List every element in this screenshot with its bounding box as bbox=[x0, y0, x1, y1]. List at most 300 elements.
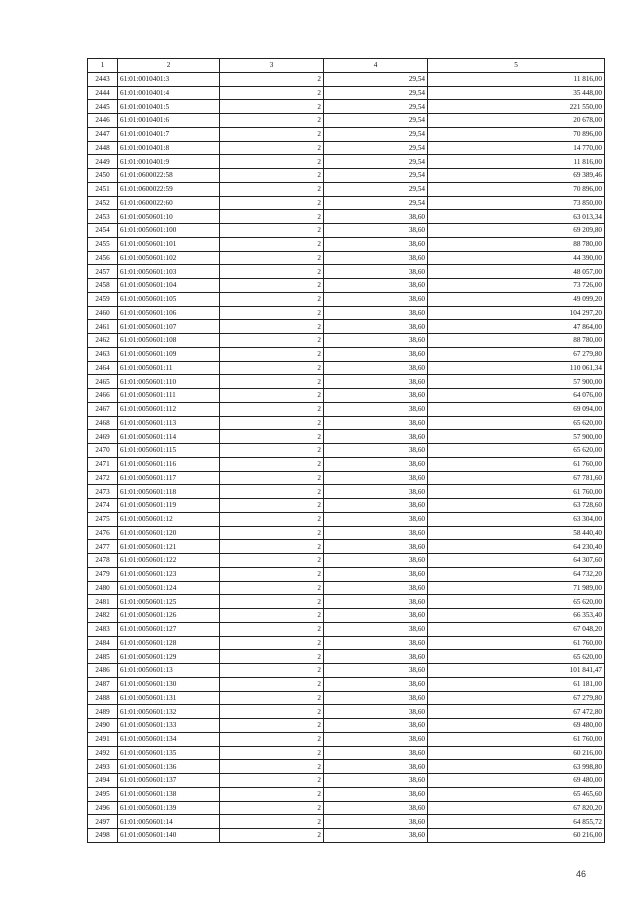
table-cell: 61:01:0050601:106 bbox=[118, 306, 220, 320]
table-cell: 61:01:0010401:4 bbox=[118, 86, 220, 100]
table-cell: 57 900,00 bbox=[428, 375, 605, 389]
table-row bbox=[88, 636, 605, 650]
table-cell: 2 bbox=[220, 499, 324, 513]
table-cell: 61:01:0050601:116 bbox=[118, 457, 220, 471]
table-cell: 70 896,00 bbox=[428, 182, 605, 196]
table-cell: 61:01:0050601:10 bbox=[118, 210, 220, 224]
table-cell: 2 bbox=[220, 155, 324, 169]
table-cell: 38,60 bbox=[324, 650, 428, 664]
table-cell: 2470 bbox=[88, 444, 118, 458]
table-cell: 64 230,40 bbox=[428, 540, 605, 554]
table-cell: 61:01:0050601:104 bbox=[118, 279, 220, 293]
table-row bbox=[88, 760, 605, 774]
table-row bbox=[88, 787, 605, 801]
table-cell: 38,60 bbox=[324, 829, 428, 843]
table-cell: 38,60 bbox=[324, 760, 428, 774]
table-cell: 2 bbox=[220, 127, 324, 141]
table-cell: 2444 bbox=[88, 86, 118, 100]
table-row bbox=[88, 430, 605, 444]
table-cell: 2448 bbox=[88, 141, 118, 155]
table-row bbox=[88, 609, 605, 623]
table-cell: 2480 bbox=[88, 581, 118, 595]
table-row bbox=[88, 210, 605, 224]
table-cell: 38,60 bbox=[324, 622, 428, 636]
table-row bbox=[88, 829, 605, 843]
table-cell: 73 726,00 bbox=[428, 279, 605, 293]
table-cell: 29,54 bbox=[324, 86, 428, 100]
table-cell: 67 472,80 bbox=[428, 705, 605, 719]
table-cell: 38,60 bbox=[324, 774, 428, 788]
table-cell: 2484 bbox=[88, 636, 118, 650]
table-row bbox=[88, 801, 605, 815]
table-cell: 61 181,00 bbox=[428, 677, 605, 691]
table-cell: 2 bbox=[220, 746, 324, 760]
table-row bbox=[88, 251, 605, 265]
table-cell: 38,60 bbox=[324, 732, 428, 746]
table-row bbox=[88, 320, 605, 334]
table-cell: 73 850,00 bbox=[428, 196, 605, 210]
table-cell: 2457 bbox=[88, 265, 118, 279]
table-cell: 221 550,00 bbox=[428, 100, 605, 114]
table-header-row bbox=[88, 59, 605, 73]
table-cell: 2474 bbox=[88, 499, 118, 513]
table-cell: 2491 bbox=[88, 732, 118, 746]
table-row bbox=[88, 499, 605, 513]
table-cell: 38,60 bbox=[324, 237, 428, 251]
table-cell: 38,60 bbox=[324, 251, 428, 265]
table-cell: 2 bbox=[220, 636, 324, 650]
cadastral-table bbox=[87, 58, 605, 843]
table-cell: 60 216,00 bbox=[428, 746, 605, 760]
table-cell: 61:01:0050601:111 bbox=[118, 389, 220, 403]
table-cell: 63 304,00 bbox=[428, 512, 605, 526]
table-cell: 2473 bbox=[88, 485, 118, 499]
table-cell: 61:01:0050601:112 bbox=[118, 402, 220, 416]
table-cell: 38,60 bbox=[324, 347, 428, 361]
table-row bbox=[88, 705, 605, 719]
table-row bbox=[88, 567, 605, 581]
table-cell: 65 620,00 bbox=[428, 595, 605, 609]
table-cell: 2454 bbox=[88, 224, 118, 238]
table-row bbox=[88, 334, 605, 348]
table-cell: 2483 bbox=[88, 622, 118, 636]
table-cell: 61:01:0050601:108 bbox=[118, 334, 220, 348]
table-cell: 2459 bbox=[88, 292, 118, 306]
table-cell: 38,60 bbox=[324, 279, 428, 293]
table-row bbox=[88, 691, 605, 705]
table-cell: 2 bbox=[220, 774, 324, 788]
table-cell: 61:01:0050601:129 bbox=[118, 650, 220, 664]
table-cell: 29,54 bbox=[324, 155, 428, 169]
table-cell: 2 bbox=[220, 622, 324, 636]
table-cell: 61:01:0050601:122 bbox=[118, 554, 220, 568]
table-cell: 2 bbox=[220, 237, 324, 251]
table-cell: 38,60 bbox=[324, 526, 428, 540]
table-cell: 2 bbox=[220, 86, 324, 100]
table-cell: 69 480,00 bbox=[428, 774, 605, 788]
table-cell: 61:01:0050601:110 bbox=[118, 375, 220, 389]
table-cell: 2 bbox=[220, 457, 324, 471]
table-cell: 61:01:0010401:6 bbox=[118, 114, 220, 128]
table-cell: 2466 bbox=[88, 389, 118, 403]
table-cell: 35 448,00 bbox=[428, 86, 605, 100]
table-cell: 2 bbox=[220, 430, 324, 444]
table-row bbox=[88, 746, 605, 760]
table-cell: 2487 bbox=[88, 677, 118, 691]
table-cell: 2 bbox=[220, 265, 324, 279]
table-cell: 65 620,00 bbox=[428, 444, 605, 458]
table-cell: 70 896,00 bbox=[428, 127, 605, 141]
table-cell: 38,60 bbox=[324, 334, 428, 348]
table-cell: 2 bbox=[220, 526, 324, 540]
table-cell: 2455 bbox=[88, 237, 118, 251]
table-cell: 38,60 bbox=[324, 609, 428, 623]
table-row bbox=[88, 347, 605, 361]
table-cell: 61:01:0050601:13 bbox=[118, 664, 220, 678]
table-cell: 38,60 bbox=[324, 664, 428, 678]
table-cell: 2 bbox=[220, 292, 324, 306]
column-header: 1 bbox=[88, 59, 118, 73]
table-row bbox=[88, 512, 605, 526]
table-cell: 61:01:0050601:137 bbox=[118, 774, 220, 788]
table-cell: 61:01:0050601:127 bbox=[118, 622, 220, 636]
table-cell: 38,60 bbox=[324, 540, 428, 554]
table-cell: 38,60 bbox=[324, 471, 428, 485]
table-cell: 2 bbox=[220, 581, 324, 595]
table-cell: 38,60 bbox=[324, 636, 428, 650]
table-cell: 38,60 bbox=[324, 746, 428, 760]
table-cell: 2 bbox=[220, 719, 324, 733]
table-cell: 2 bbox=[220, 416, 324, 430]
table-cell: 38,60 bbox=[324, 567, 428, 581]
table-cell: 2 bbox=[220, 224, 324, 238]
table-cell: 38,60 bbox=[324, 430, 428, 444]
table-cell: 2472 bbox=[88, 471, 118, 485]
table-cell: 61:01:0050601:130 bbox=[118, 677, 220, 691]
table-cell: 61:01:0050601:118 bbox=[118, 485, 220, 499]
table-body bbox=[88, 72, 605, 842]
table-row bbox=[88, 265, 605, 279]
table-cell: 61:01:0050601:128 bbox=[118, 636, 220, 650]
table-cell: 61:01:0050601:100 bbox=[118, 224, 220, 238]
table-cell: 61:01:0600022:59 bbox=[118, 182, 220, 196]
table-row bbox=[88, 292, 605, 306]
table-cell: 2449 bbox=[88, 155, 118, 169]
table-cell: 2495 bbox=[88, 787, 118, 801]
table-cell: 57 900,00 bbox=[428, 430, 605, 444]
table-cell: 2464 bbox=[88, 361, 118, 375]
table-cell: 2460 bbox=[88, 306, 118, 320]
table-cell: 2453 bbox=[88, 210, 118, 224]
table-cell: 61:01:0050601:131 bbox=[118, 691, 220, 705]
table-row bbox=[88, 402, 605, 416]
table-cell: 2443 bbox=[88, 72, 118, 86]
table-cell: 2 bbox=[220, 471, 324, 485]
table-cell: 38,60 bbox=[324, 389, 428, 403]
table-cell: 2 bbox=[220, 801, 324, 815]
table-row bbox=[88, 389, 605, 403]
table-cell: 66 353,40 bbox=[428, 609, 605, 623]
table-cell: 38,60 bbox=[324, 719, 428, 733]
table-cell: 38,60 bbox=[324, 402, 428, 416]
table-cell: 2498 bbox=[88, 829, 118, 843]
table-cell: 61:01:0050601:140 bbox=[118, 829, 220, 843]
table-cell: 38,60 bbox=[324, 444, 428, 458]
table-cell: 61:01:0050601:120 bbox=[118, 526, 220, 540]
table-cell: 2 bbox=[220, 567, 324, 581]
table-row bbox=[88, 306, 605, 320]
table-row bbox=[88, 141, 605, 155]
table-cell: 38,60 bbox=[324, 416, 428, 430]
table-cell: 2496 bbox=[88, 801, 118, 815]
table-row bbox=[88, 650, 605, 664]
table-cell: 2465 bbox=[88, 375, 118, 389]
table-cell: 29,54 bbox=[324, 100, 428, 114]
table-cell: 2 bbox=[220, 677, 324, 691]
table-cell: 2468 bbox=[88, 416, 118, 430]
table-cell: 61:01:0050601:103 bbox=[118, 265, 220, 279]
table-cell: 47 864,00 bbox=[428, 320, 605, 334]
table-cell: 2 bbox=[220, 375, 324, 389]
table-cell: 61:01:0050601:126 bbox=[118, 609, 220, 623]
table-cell: 2447 bbox=[88, 127, 118, 141]
table-cell: 38,60 bbox=[324, 554, 428, 568]
table-cell: 67 781,60 bbox=[428, 471, 605, 485]
table-cell: 11 816,00 bbox=[428, 155, 605, 169]
table-row bbox=[88, 526, 605, 540]
table-cell: 63 728,60 bbox=[428, 499, 605, 513]
table-cell: 2 bbox=[220, 114, 324, 128]
table-cell: 2479 bbox=[88, 567, 118, 581]
table-cell: 2461 bbox=[88, 320, 118, 334]
table-cell: 2477 bbox=[88, 540, 118, 554]
table-row bbox=[88, 732, 605, 746]
table-cell: 64 307,60 bbox=[428, 554, 605, 568]
table-cell: 49 099,20 bbox=[428, 292, 605, 306]
table-cell: 61:01:0050601:138 bbox=[118, 787, 220, 801]
table-row bbox=[88, 595, 605, 609]
table-row bbox=[88, 155, 605, 169]
table-cell: 38,60 bbox=[324, 801, 428, 815]
table-cell: 69 209,80 bbox=[428, 224, 605, 238]
table-cell: 65 620,00 bbox=[428, 416, 605, 430]
column-header: 2 bbox=[118, 59, 220, 73]
table-cell: 61:01:0050601:105 bbox=[118, 292, 220, 306]
table-cell: 61:01:0050601:117 bbox=[118, 471, 220, 485]
table-cell: 61 760,00 bbox=[428, 732, 605, 746]
table-cell: 61:01:0050601:115 bbox=[118, 444, 220, 458]
table-cell: 2 bbox=[220, 732, 324, 746]
table-cell: 2471 bbox=[88, 457, 118, 471]
table-cell: 2458 bbox=[88, 279, 118, 293]
table-cell: 2445 bbox=[88, 100, 118, 114]
table-cell: 61:01:0050601:113 bbox=[118, 416, 220, 430]
table-cell: 88 780,00 bbox=[428, 334, 605, 348]
table-cell: 61:01:0050601:14 bbox=[118, 815, 220, 829]
table-cell: 65 620,00 bbox=[428, 650, 605, 664]
table-cell: 2463 bbox=[88, 347, 118, 361]
table-cell: 63 013,34 bbox=[428, 210, 605, 224]
table-cell: 38,60 bbox=[324, 375, 428, 389]
table-row bbox=[88, 485, 605, 499]
table-cell: 2493 bbox=[88, 760, 118, 774]
table-cell: 38,60 bbox=[324, 210, 428, 224]
table-cell: 2475 bbox=[88, 512, 118, 526]
table-cell: 61:01:0050601:136 bbox=[118, 760, 220, 774]
table-cell: 61 760,00 bbox=[428, 636, 605, 650]
table-row bbox=[88, 457, 605, 471]
table-cell: 61:01:0050601:121 bbox=[118, 540, 220, 554]
table-cell: 2 bbox=[220, 389, 324, 403]
table-cell: 2 bbox=[220, 595, 324, 609]
table-cell: 2 bbox=[220, 141, 324, 155]
column-header: 4 bbox=[324, 59, 428, 73]
table-cell: 29,54 bbox=[324, 169, 428, 183]
table-cell: 2 bbox=[220, 705, 324, 719]
table-cell: 11 816,00 bbox=[428, 72, 605, 86]
table-cell: 67 048,20 bbox=[428, 622, 605, 636]
table-cell: 2 bbox=[220, 402, 324, 416]
table-cell: 2462 bbox=[88, 334, 118, 348]
table-cell: 2 bbox=[220, 829, 324, 843]
table-cell: 2476 bbox=[88, 526, 118, 540]
table-row bbox=[88, 279, 605, 293]
table-cell: 2 bbox=[220, 210, 324, 224]
table-cell: 61 760,00 bbox=[428, 485, 605, 499]
table-row bbox=[88, 719, 605, 733]
table-cell: 69 480,00 bbox=[428, 719, 605, 733]
table-row bbox=[88, 127, 605, 141]
table-cell: 2 bbox=[220, 609, 324, 623]
table-cell: 65 465,60 bbox=[428, 787, 605, 801]
table-cell: 29,54 bbox=[324, 182, 428, 196]
table-cell: 20 678,00 bbox=[428, 114, 605, 128]
table-cell: 29,54 bbox=[324, 196, 428, 210]
table-row bbox=[88, 664, 605, 678]
page-number: 46 bbox=[575, 869, 586, 879]
table-cell: 2492 bbox=[88, 746, 118, 760]
table-row bbox=[88, 815, 605, 829]
table-cell: 44 390,00 bbox=[428, 251, 605, 265]
table-cell: 2 bbox=[220, 650, 324, 664]
table-cell: 61:01:0010401:9 bbox=[118, 155, 220, 169]
table-row bbox=[88, 100, 605, 114]
table-row bbox=[88, 622, 605, 636]
table-cell: 2469 bbox=[88, 430, 118, 444]
table-cell: 2497 bbox=[88, 815, 118, 829]
table-row bbox=[88, 554, 605, 568]
table-cell: 61:01:0050601:107 bbox=[118, 320, 220, 334]
table-cell: 61:01:0050601:134 bbox=[118, 732, 220, 746]
table-cell: 29,54 bbox=[324, 114, 428, 128]
table-cell: 61:01:0050601:124 bbox=[118, 581, 220, 595]
table-cell: 61:01:0050601:125 bbox=[118, 595, 220, 609]
table-cell: 2 bbox=[220, 361, 324, 375]
table-cell: 38,60 bbox=[324, 457, 428, 471]
table-cell: 2 bbox=[220, 72, 324, 86]
table-cell: 2 bbox=[220, 306, 324, 320]
table-cell: 2 bbox=[220, 347, 324, 361]
table-cell: 64 076,00 bbox=[428, 389, 605, 403]
table-row bbox=[88, 72, 605, 86]
table-cell: 2490 bbox=[88, 719, 118, 733]
table-cell: 2446 bbox=[88, 114, 118, 128]
table-cell: 2489 bbox=[88, 705, 118, 719]
table-cell: 67 820,20 bbox=[428, 801, 605, 815]
table-cell: 2494 bbox=[88, 774, 118, 788]
table-cell: 64 732,20 bbox=[428, 567, 605, 581]
table-cell: 2 bbox=[220, 664, 324, 678]
table-cell: 38,60 bbox=[324, 292, 428, 306]
table-cell: 2467 bbox=[88, 402, 118, 416]
table-cell: 67 279,80 bbox=[428, 347, 605, 361]
table-cell: 2481 bbox=[88, 595, 118, 609]
table-cell: 61:01:0050601:114 bbox=[118, 430, 220, 444]
table-cell: 2478 bbox=[88, 554, 118, 568]
column-header: 3 bbox=[220, 59, 324, 73]
table-cell: 61:01:0050601:119 bbox=[118, 499, 220, 513]
table-row bbox=[88, 169, 605, 183]
table-cell: 61:01:0050601:12 bbox=[118, 512, 220, 526]
table-row bbox=[88, 182, 605, 196]
table-cell: 38,60 bbox=[324, 512, 428, 526]
table-cell: 38,60 bbox=[324, 499, 428, 513]
table-cell: 69 389,46 bbox=[428, 169, 605, 183]
table-cell: 38,60 bbox=[324, 705, 428, 719]
table-row bbox=[88, 86, 605, 100]
table-cell: 71 989,00 bbox=[428, 581, 605, 595]
table-row bbox=[88, 114, 605, 128]
table-cell: 2 bbox=[220, 444, 324, 458]
table-row bbox=[88, 774, 605, 788]
table-cell: 2 bbox=[220, 196, 324, 210]
table-cell: 2 bbox=[220, 334, 324, 348]
table-cell: 61:01:0600022:58 bbox=[118, 169, 220, 183]
table-cell: 101 841,47 bbox=[428, 664, 605, 678]
table-cell: 61:01:0050601:133 bbox=[118, 719, 220, 733]
table-row bbox=[88, 444, 605, 458]
table-cell: 2 bbox=[220, 787, 324, 801]
table-cell: 2 bbox=[220, 512, 324, 526]
table-row bbox=[88, 196, 605, 210]
table-cell: 2 bbox=[220, 691, 324, 705]
table-cell: 38,60 bbox=[324, 224, 428, 238]
table-cell: 2 bbox=[220, 182, 324, 196]
table-cell: 2 bbox=[220, 760, 324, 774]
table-cell: 38,60 bbox=[324, 581, 428, 595]
table-cell: 38,60 bbox=[324, 320, 428, 334]
table-cell: 2486 bbox=[88, 664, 118, 678]
table-cell: 2 bbox=[220, 251, 324, 265]
table-row bbox=[88, 581, 605, 595]
table-cell: 38,60 bbox=[324, 361, 428, 375]
table-cell: 2 bbox=[220, 279, 324, 293]
table-cell: 2 bbox=[220, 100, 324, 114]
table-cell: 61:01:0050601:109 bbox=[118, 347, 220, 361]
table-cell: 29,54 bbox=[324, 127, 428, 141]
table-cell: 29,54 bbox=[324, 141, 428, 155]
table-row bbox=[88, 677, 605, 691]
table-row bbox=[88, 416, 605, 430]
table-row bbox=[88, 224, 605, 238]
table-cell: 38,60 bbox=[324, 815, 428, 829]
table-cell: 60 216,00 bbox=[428, 829, 605, 843]
table-cell: 2452 bbox=[88, 196, 118, 210]
table-row bbox=[88, 375, 605, 389]
table-cell: 61:01:0050601:101 bbox=[118, 237, 220, 251]
table-cell: 61:01:0050601:11 bbox=[118, 361, 220, 375]
table-cell: 69 094,00 bbox=[428, 402, 605, 416]
